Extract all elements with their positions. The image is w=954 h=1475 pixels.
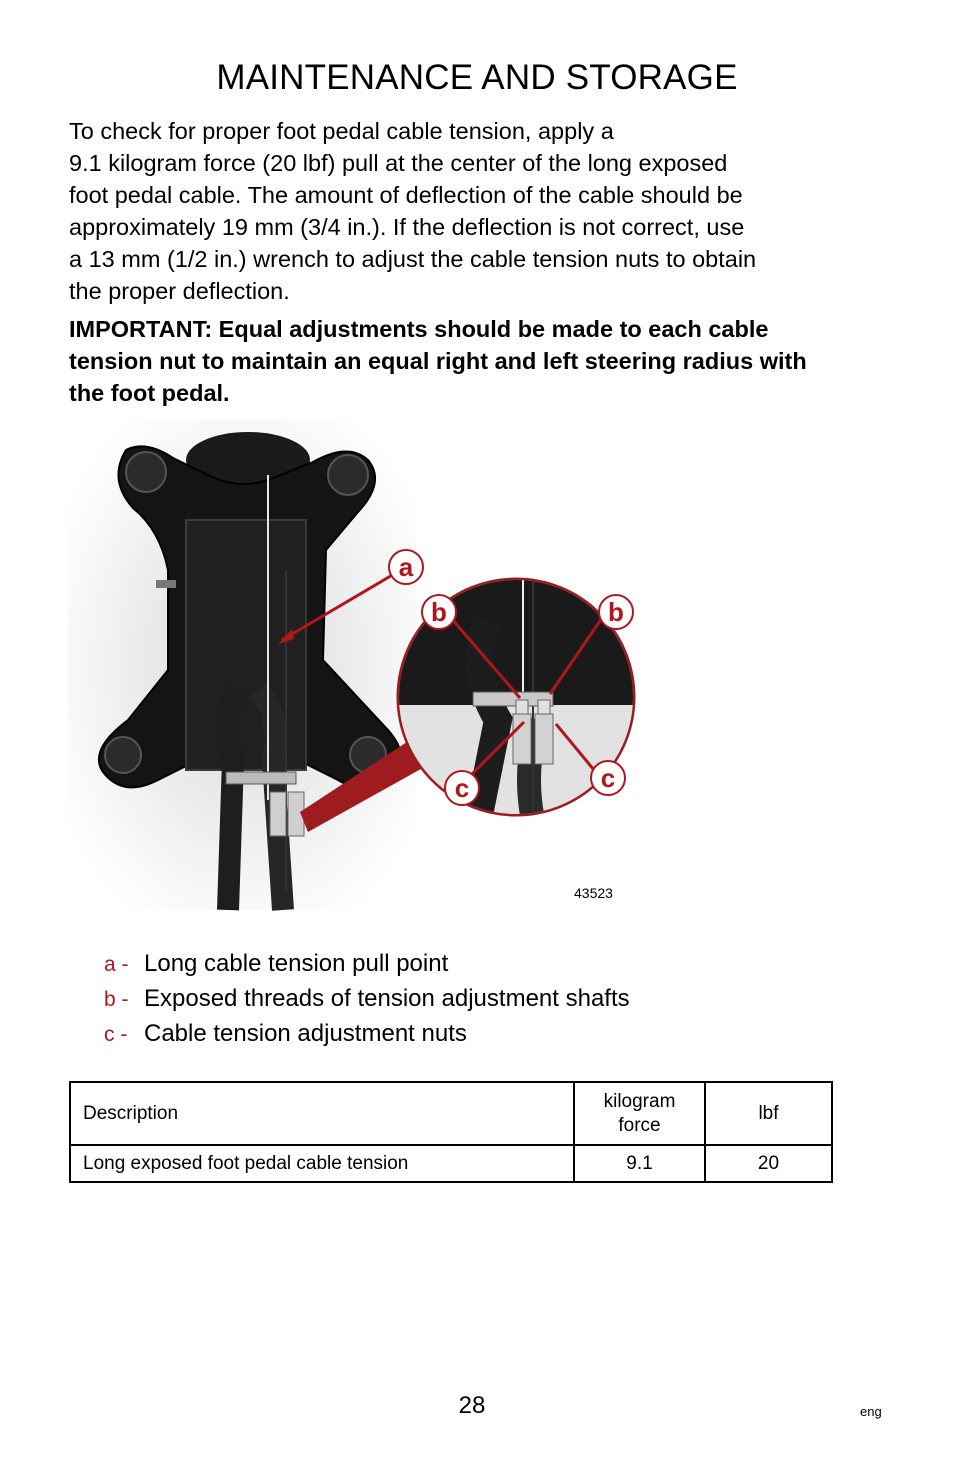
intro-paragraph [69, 115, 844, 307]
table-header-row [70, 1082, 832, 1145]
legend-item [104, 946, 630, 981]
language-code: eng [860, 1404, 882, 1419]
header-lbf: lbf [705, 1082, 832, 1145]
important-note [69, 313, 844, 409]
intro-line: 9.1 kilogram force (20 lbf) pull at the center of the long exposed [69, 150, 728, 176]
corner-pad [105, 737, 141, 773]
important-line: IMPORTANT: Equal adjustments should be made to each cable [69, 316, 769, 342]
intro-line: To check for proper foot pedal cable tension, apply a [69, 118, 614, 144]
inner-plate [186, 520, 306, 770]
legend-key: c - [104, 1023, 128, 1046]
intro-line: foot pedal cable. The amount of deflection of the cable should be [69, 182, 743, 208]
table-row [70, 1145, 832, 1182]
callout-b [422, 595, 456, 629]
inset-thread [516, 700, 528, 714]
foot-pedal-figure [68, 420, 648, 920]
intro-line: the proper deflection. [69, 278, 290, 304]
callout-letter: c [454, 773, 470, 803]
corner-pad [126, 452, 166, 492]
figure-legend [104, 946, 630, 1051]
adjustment-nut [270, 792, 286, 836]
header-kilogram-force: kilogram force [574, 1082, 705, 1145]
important-line: the foot pedal. [69, 380, 230, 406]
callout-letter: b [431, 597, 447, 627]
callout-letter: b [608, 597, 624, 627]
legend-text: Long cable tension pull point [144, 950, 449, 977]
corner-pad [328, 455, 368, 495]
legend-text: Cable tension adjustment nuts [144, 1020, 467, 1047]
spec-table [69, 1081, 833, 1183]
callout-letter: c [600, 763, 616, 793]
page-number: 28 [458, 1392, 486, 1419]
cable-bracket [226, 772, 296, 784]
intro-line: a 13 mm (1/2 in.) wrench to adjust the cable tension nuts to obtain [69, 246, 757, 272]
page-title: MAINTENANCE AND STORAGE [216, 58, 738, 97]
legend-text: Exposed threads of tension adjustment shafts [144, 985, 630, 1012]
intro-line: approximately 19 mm (3/4 in.). If the deflection is not correct, use [69, 214, 745, 240]
legend-key: b - [104, 988, 129, 1011]
cell-kilogram-force: 9.1 [574, 1145, 705, 1182]
legend-item [104, 1016, 630, 1051]
important-line: tension nut to maintain an equal right and left steering radius with [69, 348, 807, 374]
legend-item [104, 981, 630, 1016]
inset-thread [538, 700, 550, 714]
callout-a [389, 550, 423, 584]
inset-nut [535, 714, 553, 764]
inset-nut [513, 714, 531, 764]
callout-c [591, 761, 625, 795]
hose [227, 690, 238, 910]
callout-letter: a [398, 552, 414, 582]
figure-number: 43523 [574, 885, 613, 901]
legend-key: a - [104, 953, 129, 976]
callout-c [445, 771, 479, 805]
header-description: Description [70, 1082, 574, 1145]
cell-lbf: 20 [705, 1145, 832, 1182]
cell-description: Long exposed foot pedal cable tension [70, 1145, 574, 1182]
callout-b [599, 595, 633, 629]
pivot-bolt [156, 580, 176, 588]
